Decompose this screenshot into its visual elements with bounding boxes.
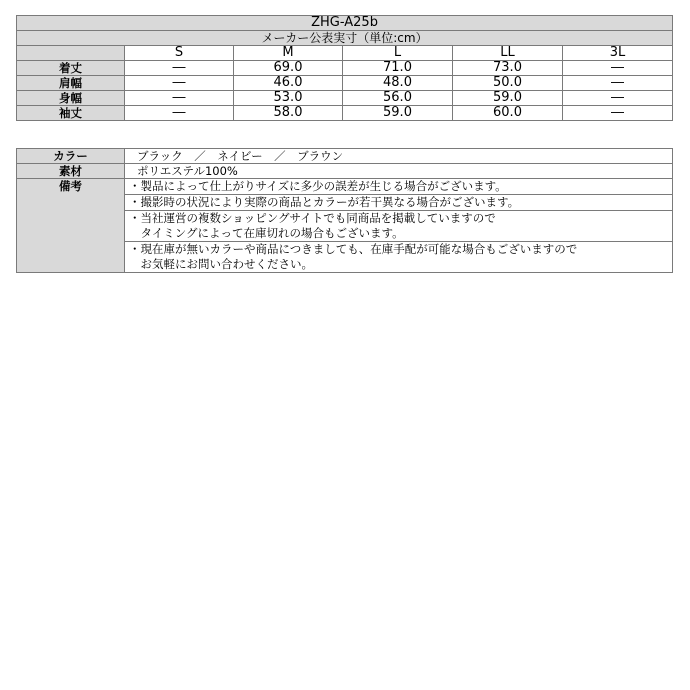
size-table-subtitle: メーカー公表実寸（単位:cm） — [17, 31, 673, 46]
size-value: ― — [563, 61, 673, 76]
size-value: ― — [125, 91, 234, 106]
size-value: ― — [125, 76, 234, 91]
row-label: 肩幅 — [17, 76, 125, 91]
size-value: 60.0 — [453, 106, 563, 121]
note-line: タイミングによって在庫切れの場合もございます。 — [129, 226, 404, 240]
color-label: カラー — [17, 149, 125, 164]
row-label: 着丈 — [17, 61, 125, 76]
note-line: ・現在庫が無いカラーや商品につきましても、在庫手配が可能な場合もございますので — [129, 242, 578, 256]
size-row-shoulder — [17, 76, 673, 91]
note-line: ・撮影時の状況により実際の商品とカラーが若干異なる場合がございます。 — [129, 195, 520, 209]
color-row — [17, 149, 673, 164]
notes-label: 備考 — [17, 179, 125, 273]
size-row-sleeve — [17, 106, 673, 121]
size-value: 59.0 — [453, 91, 563, 106]
material-label: 素材 — [17, 164, 125, 179]
notes-row-1 — [17, 179, 673, 195]
size-value: ― — [563, 106, 673, 121]
size-value: ― — [563, 76, 673, 91]
row-label: 袖丈 — [17, 106, 125, 121]
size-value: 50.0 — [453, 76, 563, 91]
size-value: ― — [125, 61, 234, 76]
material-row — [17, 164, 673, 179]
corner-cell — [17, 46, 125, 61]
size-value: 73.0 — [453, 61, 563, 76]
size-value: 71.0 — [343, 61, 453, 76]
note-line: お気軽にお問い合わせください。 — [129, 257, 313, 271]
size-value: 48.0 — [343, 76, 453, 91]
size-header: S — [125, 46, 234, 61]
size-value: ― — [125, 106, 234, 121]
note-item — [125, 195, 673, 211]
color-value: ブラック ／ ネイビー ／ ブラウン — [125, 149, 673, 164]
size-header: LL — [453, 46, 563, 61]
size-value: 69.0 — [234, 61, 343, 76]
note-item — [125, 242, 673, 273]
size-row-chest — [17, 91, 673, 106]
size-header: 3L — [563, 46, 673, 61]
size-header: M — [234, 46, 343, 61]
size-header-row — [17, 46, 673, 61]
product-info-table — [16, 148, 673, 273]
note-line: ・製品によって仕上がりサイズに多少の誤差が生じる場合がございます。 — [129, 179, 507, 193]
size-value: 46.0 — [234, 76, 343, 91]
size-value: 58.0 — [234, 106, 343, 121]
size-table — [16, 15, 673, 121]
note-item — [125, 179, 673, 195]
size-value: 56.0 — [343, 91, 453, 106]
product-code: ZHG-A25b — [17, 16, 673, 31]
row-label: 身幅 — [17, 91, 125, 106]
size-value: 53.0 — [234, 91, 343, 106]
size-value: ― — [563, 91, 673, 106]
note-item — [125, 211, 673, 242]
note-line: ・当社運営の複数ショッピングサイトでも同商品を掲載していますので — [129, 211, 496, 225]
size-value: 59.0 — [343, 106, 453, 121]
size-row-length — [17, 61, 673, 76]
size-header: L — [343, 46, 453, 61]
material-value: ポリエステル100% — [125, 164, 673, 179]
